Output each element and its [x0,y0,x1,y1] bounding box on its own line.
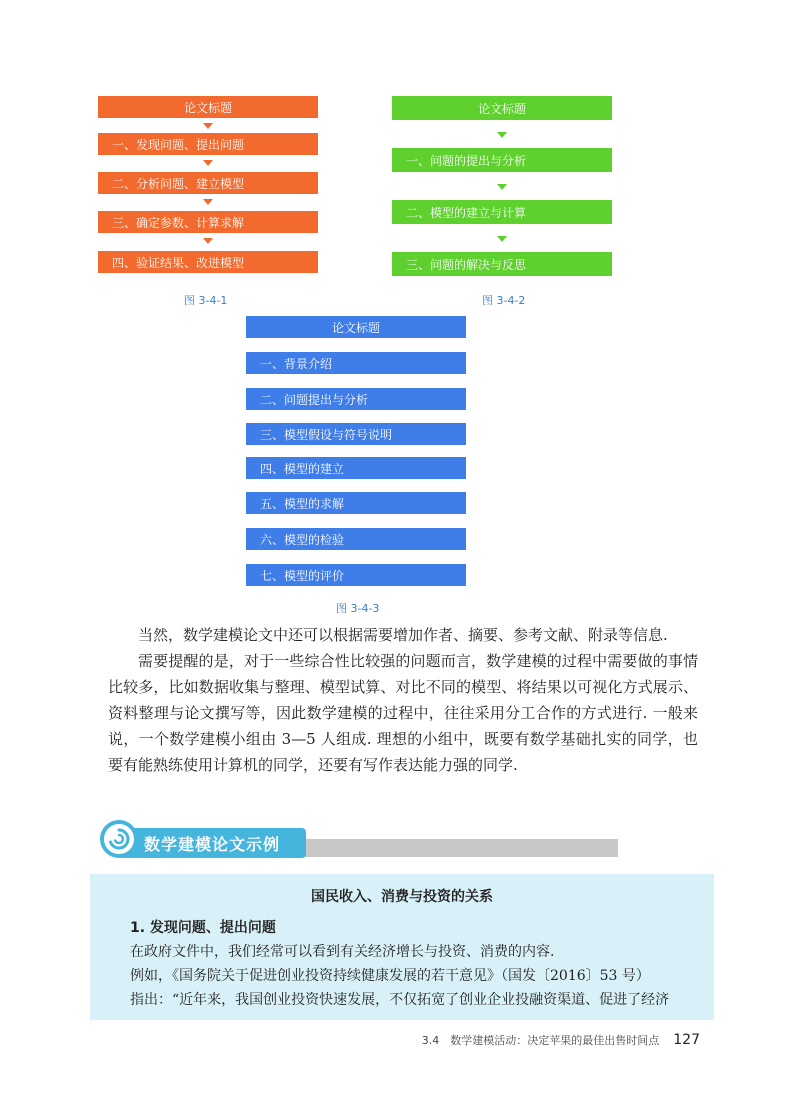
flow-title-box: 论文标题 [246,316,466,338]
flow-step-box: 一、问题的提出与分析 [392,148,612,172]
flow-step-box: 三、问题的解决与反思 [392,252,612,276]
flow-title-box: 论文标题 [98,96,318,118]
flow-step-box: 三、确定参数、计算求解 [98,211,318,233]
flowchart-3-4-2 [392,96,612,286]
figure-caption: 图 3-4-2 [482,294,526,307]
paragraph: 需要提醒的是，对于一些综合性比较强的问题而言，数学建模的过程中需要做的事情比较多，比如数据收集与整理、模型试算、对比不同的模型、将结果以可视化方式展示、资料整理与论文撰写等，因此数学建模的过程中，往往采用分工合作的方式进行. 一般来说，一个数学建模小组由 3—5 人组成. 理想的小组中，既要有数学基础扎实的同学，也要有能熟练使用计算机的同学，还要有写作表达能力强的同学. [108,652,698,774]
example-box [90,874,714,1020]
footer-section-title: 3.4 数学建模活动：决定苹果的最佳出售时间点 [421,1034,660,1047]
figure-caption: 图 3-4-3 [336,602,380,615]
flow-arrow-icon [497,236,507,242]
flow-step-box: 一、背景介绍 [246,352,466,374]
page-number: 127 [673,1032,700,1048]
example-line: 在政府文件中，我们经常可以看到有关经济增长与投资、消费的内容. [130,944,555,960]
flow-arrow-icon [203,123,213,129]
flow-arrow-icon [203,238,213,244]
flow-step-box: 四、验证结果、改进模型 [98,251,318,273]
example-title: 国民收入、消费与投资的关系 [311,889,493,905]
flow-step-box: 一、发现问题、提出问题 [98,133,318,155]
flow-step-box: 二、模型的建立与计算 [392,200,612,224]
figure-caption: 图 3-4-1 [184,294,228,307]
flow-title-box: 论文标题 [392,96,612,120]
section-header-bar [296,839,618,857]
flow-step-box: 三、模型假设与符号说明 [246,423,466,445]
flow-step-box: 四、模型的建立 [246,457,466,479]
flowchart-3-4-1 [98,96,318,286]
paragraph: 当然，数学建模论文中还可以根据需要增加作者、摘要、参考文献、附录等信息. [138,626,668,644]
swirl-icon [100,820,138,858]
example-line: 例如，《国务院关于促进创业投资持续健康发展的若干意见》（国发〔2016〕53 号） [130,968,650,984]
flow-step-box: 二、分析问题、建立模型 [98,172,318,194]
flow-arrow-icon [203,160,213,166]
example-heading: 1. 发现问题、提出问题 [130,920,276,936]
flow-step-box: 二、问题提出与分析 [246,388,466,410]
flow-step-box: 六、模型的检验 [246,528,466,550]
flow-arrow-icon [203,199,213,205]
flow-step-box: 七、模型的评价 [246,564,466,586]
flowchart-3-4-3 [246,316,466,590]
page-footer [422,1032,700,1048]
flow-arrow-icon [497,184,507,190]
example-line: 指出：“近年来，我国创业投资快速发展，不仅拓宽了创业企业投融资渠道、促进了经济 [130,992,670,1008]
flow-step-box: 五、模型的求解 [246,492,466,514]
example-body [130,916,698,1012]
flow-arrow-icon [497,132,507,138]
body-text [108,622,698,778]
section-title: 数学建模论文示例 [144,835,281,854]
